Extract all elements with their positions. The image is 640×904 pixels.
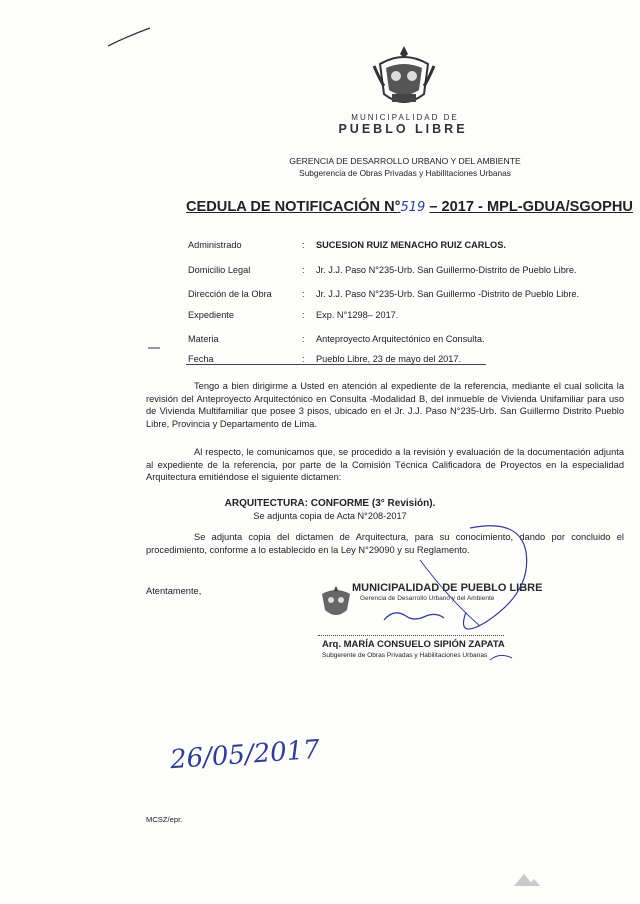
field-value: Jr. J.J. Paso N°235-Urb. San Guillermo-Distrito de Pueblo Libre.: [316, 265, 577, 275]
field-value: Jr. J.J. Paso N°235-Urb. San Guillermo -Distrito de Pueblo Libre.: [316, 289, 580, 299]
title-suffix: – 2017 - MPL-GDUA/SGOPHU: [429, 199, 633, 215]
paragraph-1: Tengo a bien dirigirme a Usted en atención al expediente de la referencia, mediante el cual solicita la revisión del Anteproyecto Arquitectónico en Consulta -Modalidad B, del inmueble de Vivienda Unifamiliar para uso de Vivienda Multifamiliar que posee 3 pisos, ubicado en el Jr. J.J. Paso N°235-Urb. San Guillermo Distrito Pueblo Libre, Provincia y Departamento de Lima.: [146, 381, 624, 429]
title-prefix: CEDULA DE NOTIFICACIÓN N°: [186, 199, 401, 215]
handwritten-date: 26/05/2017: [169, 734, 321, 776]
field-colon: :: [302, 289, 305, 299]
field-colon: :: [302, 310, 305, 320]
field-colon: :: [302, 334, 305, 344]
stamp-department: Gerencia de Desarrollo Urbano y del Ambiente: [360, 595, 495, 602]
field-value: Pueblo Libre, 23 de mayo del 2017.: [316, 354, 462, 364]
stamp-municipality: MUNICIPALIDAD DE PUEBLO LIBRE: [352, 582, 543, 594]
field-label: Materia: [188, 334, 219, 344]
sub-department-name: Subgerencia de Obras Privadas y Habilitaciones Urbanas: [299, 168, 511, 178]
signature-stroke: [420, 560, 480, 626]
field-label: Dirección de la Obra: [188, 289, 272, 299]
field-value: SUCESION RUIZ MENACHO RUIZ CARLOS.: [316, 240, 506, 250]
verdict: ARQUITECTURA: CONFORME (3° Revisión).: [224, 498, 436, 509]
pen-mark: [108, 28, 150, 46]
signer-title: Subgerente de Obras Privadas y Habilitaciones Urbanas: [322, 652, 488, 659]
watermark-icon: [510, 868, 544, 890]
signature-stroke: [384, 613, 444, 620]
field-label: Domicilio Legal: [188, 265, 251, 275]
department-name: GERENCIA DE DESARROLLO URBANO Y DEL AMBIENTE: [289, 156, 521, 166]
initials: MCSZ/epr.: [146, 815, 183, 824]
verdict-note: Se adjunta copia de Acta N°208-2017: [253, 511, 407, 521]
field-colon: :: [302, 240, 305, 250]
signature-stroke: [490, 655, 512, 660]
field-value: Exp. N°1298– 2017.: [316, 310, 399, 320]
field-label: Fecha: [188, 354, 214, 364]
municipality-label: MUNICIPALIDAD DE: [351, 113, 459, 122]
field-value: Anteproyecto Arquitectónico en Consulta.: [316, 334, 485, 344]
paragraph-3: Se adjunta copia del dictamen de Arquitectura, para su conocimiento, dando por concluido el procedimiento, conforme a lo establecido en la Ley N°29090 y su Reglamento.: [146, 532, 624, 555]
signature-stroke: [464, 526, 527, 629]
field-label: Administrado: [188, 240, 242, 250]
field-colon: :: [302, 354, 305, 364]
municipality-name: PUEBLO LIBRE: [338, 122, 468, 136]
paragraph-2: Al respecto, le comunicamos que, se procedido a la revisión y evaluación de la documentación adjunta al expediente de la referencia, por parte de la Comisión Técnica Calificadora de Proyectos en la especialidad Arquitectura emitiéndose el siguiente dictamen:: [146, 447, 624, 483]
closing: Atentamente,: [146, 586, 202, 596]
signer-name: Arq. MARÍA CONSUELO SIPIÓN ZAPATA: [322, 639, 505, 650]
handwritten-notification-number: 519: [400, 200, 426, 215]
field-label: Expediente: [188, 310, 234, 320]
field-colon: :: [302, 265, 305, 275]
